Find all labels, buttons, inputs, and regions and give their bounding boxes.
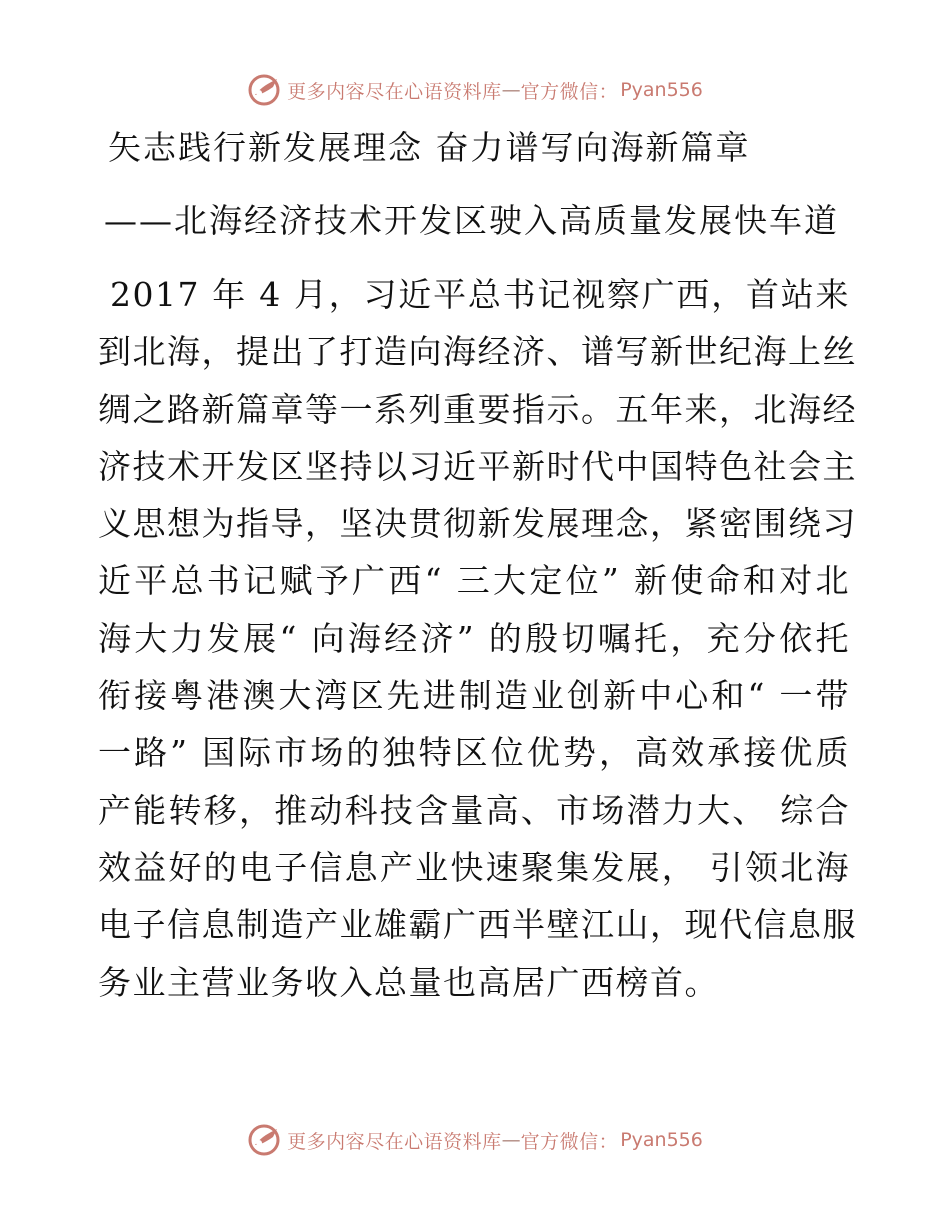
watermark-dash: — xyxy=(501,1129,521,1151)
body-line: 济技术开发区坚持以习近平新时代中国特色社会主 xyxy=(98,446,857,486)
bookmark-seal-icon xyxy=(247,73,281,107)
watermark-id: Pyan556 xyxy=(620,79,703,101)
body-line: 电子信息制造产业雄霸广西半壁江山，现代信息服 xyxy=(98,905,857,945)
body-line: 到北海，提出了打造向海经济、谱写新世纪海上丝 xyxy=(98,332,857,372)
body-line: 近平总书记赋予广西“ 三大定位” 新使命和对北 xyxy=(98,561,850,601)
body-line: 产能转移，推动科技含量高、市场潜力大、 综合 xyxy=(98,790,850,830)
bookmark-seal-icon xyxy=(247,1123,281,1157)
body-line: 衔接粤港澳大湾区先进制造业创新中心和“ 一带 xyxy=(98,676,850,716)
body-line: 一路” 国际市场的独特区位优势，高效承接优质 xyxy=(98,733,850,773)
watermark-id: Pyan556 xyxy=(620,1129,703,1151)
body-line: 效益好的电子信息产业快速聚集发展， 引领北海 xyxy=(98,847,850,887)
watermark-text: 更多内容尽在心语资料库 xyxy=(287,80,502,103)
body-paragraph xyxy=(98,266,857,1011)
watermark-text: 更多内容尽在心语资料库 xyxy=(287,1130,502,1153)
watermark-label: 官方微信： xyxy=(520,1130,619,1153)
watermark-label: 官方微信： xyxy=(520,80,619,103)
page-subtitle: ——北海经济技术开发区驶入高质量发展快车道 xyxy=(104,201,839,240)
page-title: 矢志践行新发展理念 奋力谱写向海新篇章 xyxy=(108,128,751,167)
body-line: 2017 年 4 月，习近平总书记视察广西，首站来 xyxy=(110,275,850,314)
watermark-dash: — xyxy=(501,79,521,101)
body-line: 务业主营业务收入总量也高居广西榜首。 xyxy=(98,962,719,1002)
header-watermark xyxy=(0,70,950,110)
body-line: 义思想为指导，坚决贯彻新发展理念，紧密围绕习 xyxy=(98,504,857,544)
footer-watermark xyxy=(0,1120,950,1160)
body-line: 海大力发展“ 向海经济” 的殷切嘱托，充分依托 xyxy=(98,618,850,658)
body-line: 绸之路新篇章等一系列重要指示。五年来，北海经 xyxy=(98,389,857,429)
